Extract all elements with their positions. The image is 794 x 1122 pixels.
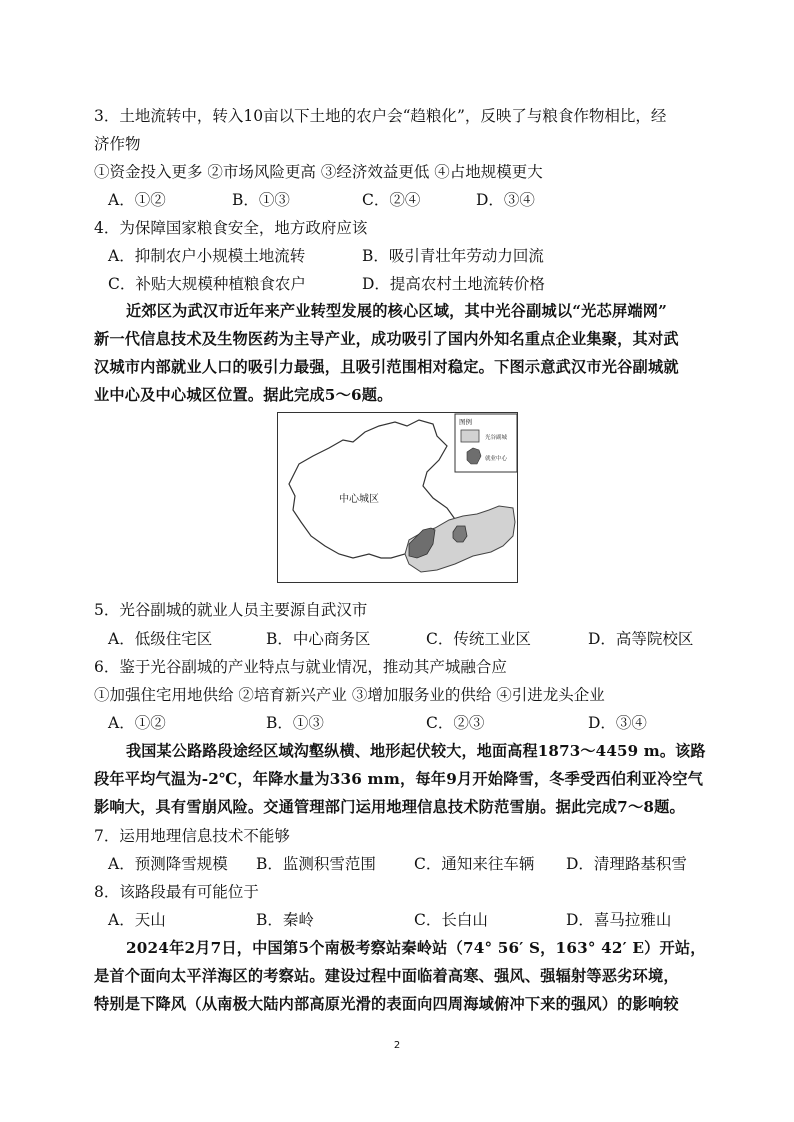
q7-option-b: B．监测积雪范围 bbox=[256, 855, 376, 873]
q5-option-b: B．中心商务区 bbox=[266, 630, 371, 648]
q6-option-a: A．①② bbox=[108, 714, 166, 732]
q7-option-c: C．通知来往车辆 bbox=[414, 855, 535, 873]
q7-option-a: A．预测降雪规模 bbox=[108, 855, 228, 873]
q4-option-b: B．吸引青壮年劳动力回流 bbox=[362, 247, 544, 265]
passage1-line3: 汉城市内部就业人口的吸引力最强，且吸引范围相对稳定。下图示意武汉市光谷副城就 bbox=[94, 358, 679, 376]
wuhan-map-figure bbox=[277, 412, 518, 583]
passage1-line1: 近郊区为武汉市近年来产业转型发展的核心区域，其中光谷副城以“光芯屏端网” bbox=[126, 302, 668, 320]
q3-items: ①资金投入更多 ②市场风险更高 ③经济效益更低 ④占地规模更大 bbox=[94, 163, 543, 181]
q3-option-a: A．①② bbox=[108, 191, 166, 209]
q8-option-a: A．天山 bbox=[108, 911, 166, 929]
q5-stem: 5．光谷副城的就业人员主要源自武汉市 bbox=[94, 601, 368, 619]
q4-option-d: D．提高农村土地流转价格 bbox=[362, 275, 545, 293]
q3-option-c: C．②④ bbox=[362, 191, 421, 209]
passage2-line3: 影响大，具有雪崩风险。交通管理部门运用地理信息技术防范雪崩。据此完成7～8题。 bbox=[94, 798, 685, 816]
legend-title: 图例 bbox=[459, 419, 472, 426]
passage3-line2: 是首个面向太平洋海区的考察站。建设过程中面临着高寒、强风、强辐射等恶劣环境， bbox=[94, 967, 679, 985]
q3-stem-line1: 3．土地流转中，转入10亩以下土地的农户会“趋粮化”，反映了与粮食作物相比，经 bbox=[94, 107, 667, 125]
q5-option-c: C．传统工业区 bbox=[426, 630, 531, 648]
q8-option-d: D．喜马拉雅山 bbox=[566, 911, 672, 929]
q4-stem: 4．为保障国家粮食安全，地方政府应该 bbox=[94, 219, 368, 237]
central-district-label: 中心城区 bbox=[339, 494, 379, 505]
legend-swatch-optics-valley bbox=[461, 430, 479, 442]
q4-option-c: C．补贴大规模种植粮食农户 bbox=[108, 275, 306, 293]
passage2-line1: 我国某公路路段途经区域沟壑纵横、地形起伏较大，地面高程1873～4459 m。该路 bbox=[126, 742, 706, 760]
q6-stem: 6．鉴于光谷副城的产业特点与就业情况，推动其产城融合应 bbox=[94, 658, 507, 676]
passage1-line4: 业中心及中心城区位置。据此完成5～6题。 bbox=[94, 386, 393, 404]
legend-label-employment-center: 就业中心 bbox=[485, 456, 508, 462]
q3-option-b: B．①③ bbox=[232, 191, 290, 209]
q6-option-d: D．③④ bbox=[588, 714, 647, 732]
q8-option-c: C．长白山 bbox=[414, 911, 488, 929]
employment-center-2 bbox=[453, 526, 467, 542]
legend-label-optics-valley: 光谷副城 bbox=[485, 435, 508, 441]
q8-option-b: B．秦岭 bbox=[256, 911, 314, 929]
q3-option-d: D．③④ bbox=[476, 191, 535, 209]
passage3-line3: 特别是下降风（从南极大陆内部高原光滑的表面向四周海域俯冲下来的强风）的影响较 bbox=[94, 995, 679, 1013]
passage3-line1: 2024年2月7日，中国第5个南极考察站秦岭站（74° 56′ S，163° 42′ E）开站， bbox=[126, 939, 706, 957]
q4-option-a: A．抑制农户小规模土地流转 bbox=[108, 247, 306, 265]
page-number: 2 bbox=[393, 1040, 401, 1051]
passage2-line2: 段年平均气温为-2℃，年降水量为336 mm，每年9月开始降雪，冬季受西伯利亚冷空气 bbox=[94, 770, 704, 788]
q3-stem-line2: 济作物 bbox=[94, 135, 141, 153]
q6-option-b: B．①③ bbox=[266, 714, 324, 732]
q6-items: ①加强住宅用地供给 ②培育新兴产业 ③增加服务业的供给 ④引进龙头企业 bbox=[94, 686, 605, 704]
q5-option-d: D．高等院校区 bbox=[588, 630, 694, 648]
q8-stem: 8．该路段最有可能位于 bbox=[94, 883, 259, 901]
q7-option-d: D．清理路基积雪 bbox=[566, 855, 687, 873]
q7-stem: 7．运用地理信息技术不能够 bbox=[94, 827, 290, 845]
map-svg bbox=[277, 412, 518, 583]
q5-option-a: A．低级住宅区 bbox=[108, 630, 213, 648]
passage1-line2: 新一代信息技术及生物医药为主导产业，成功吸引了国内外知名重点企业集聚，其对武 bbox=[94, 330, 679, 348]
q6-option-c: C．②③ bbox=[426, 714, 485, 732]
